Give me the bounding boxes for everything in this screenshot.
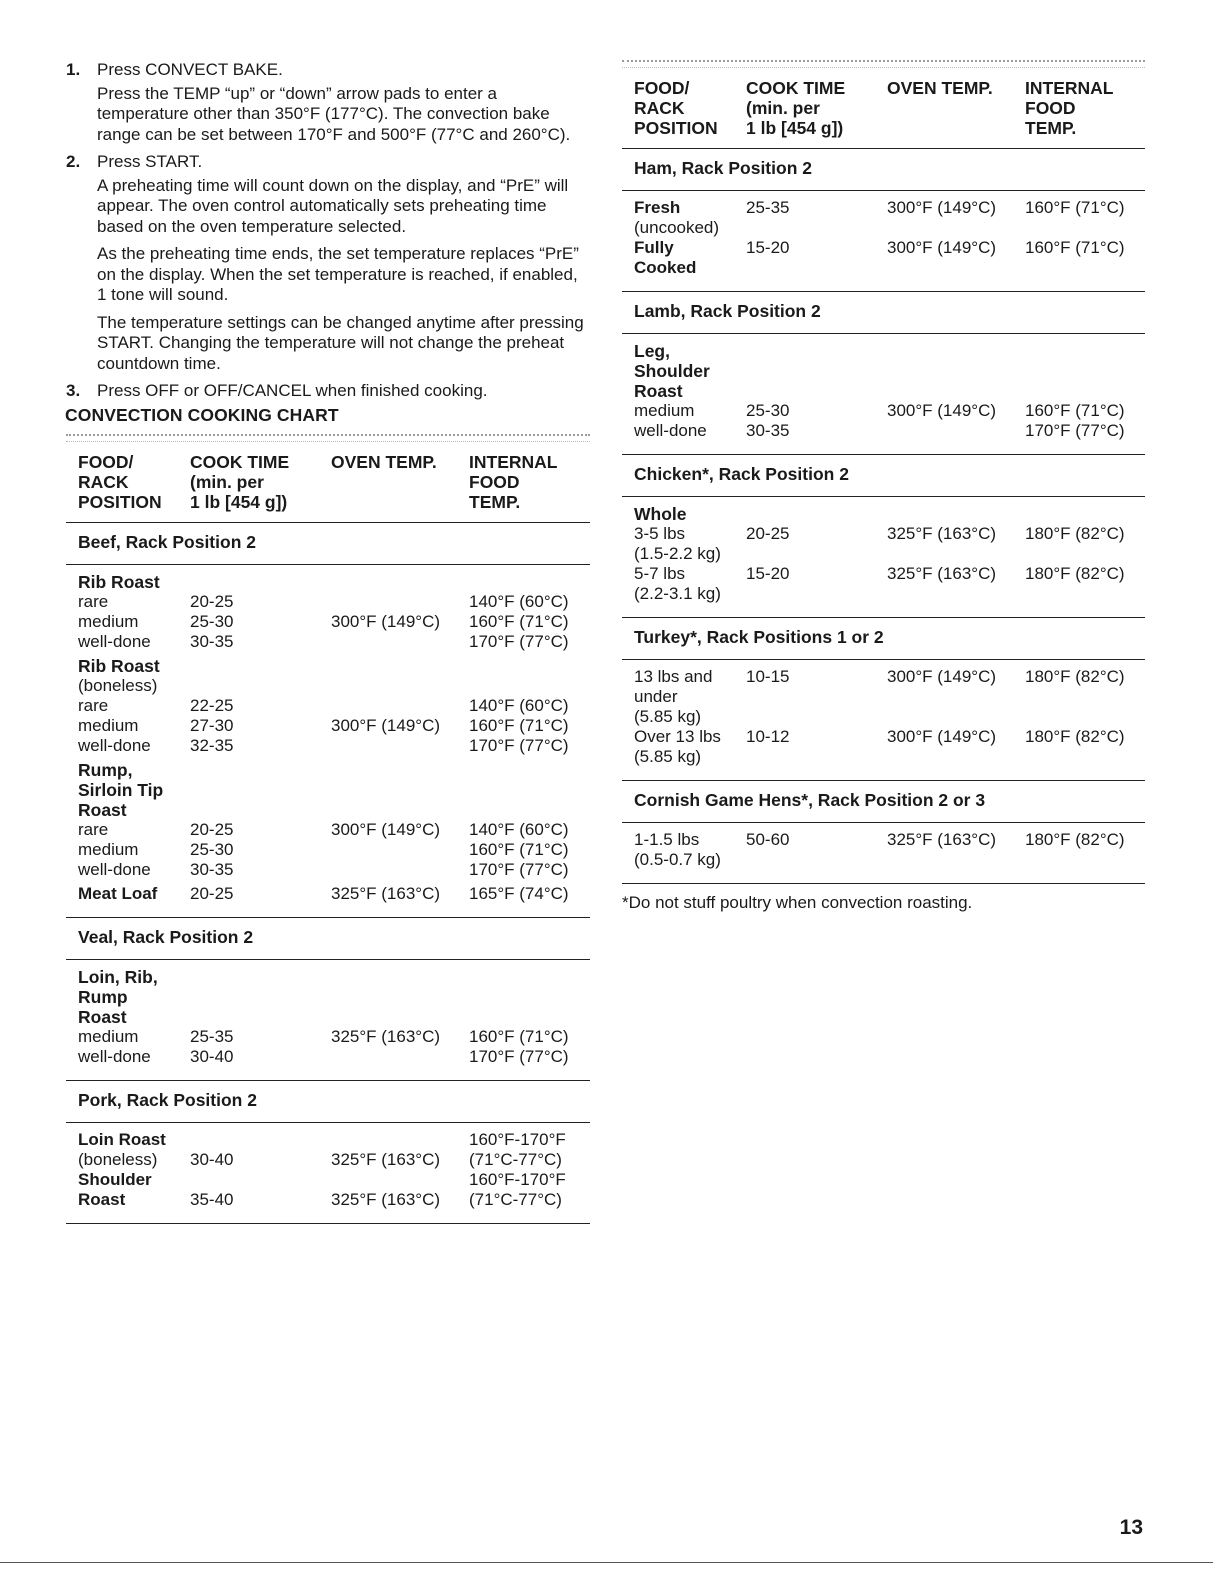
- table-cell: Roast: [78, 1189, 126, 1209]
- table-row: [634, 198, 1145, 218]
- table-row: [78, 860, 590, 880]
- table-cell: 160°F (71°C): [469, 839, 569, 859]
- table-row: [78, 820, 590, 840]
- table-row: [78, 1150, 590, 1170]
- food-item: [634, 198, 1145, 278]
- header-food: FOOD/ RACK POSITION: [634, 78, 718, 138]
- step-text: As the preheating time ends, the set temperature replaces “PrE” on the display. When the set temperature is reached, if enabled, 1 tone will sound.: [97, 244, 579, 304]
- table-cell: 15-20: [746, 238, 790, 257]
- header-cook-time: COOK TIME (min. per 1 lb [454 g]): [190, 451, 290, 512]
- table-cell: 170°F (77°C): [469, 735, 569, 755]
- table-cell: well-done: [78, 859, 151, 879]
- table-cell: 20-25: [190, 883, 234, 903]
- table-cell: 170°F (77°C): [1025, 421, 1125, 440]
- table-cell: 300°F (149°C): [887, 238, 997, 257]
- table-cell: 160°F (71°C): [1025, 238, 1125, 257]
- table-cell: 3-5 lbs (1.5-2.2 kg): [634, 524, 721, 563]
- section-title: Chicken*, Rack Position 2: [622, 455, 1145, 497]
- table-cell: [1025, 258, 1145, 278]
- section-body: [622, 191, 1145, 292]
- section-body: [622, 497, 1145, 618]
- table-cell: [190, 676, 331, 696]
- table-cell: 325°F (163°C): [331, 1026, 441, 1046]
- table-cell: 20-25: [190, 591, 234, 611]
- table-row: [634, 218, 1145, 238]
- table-cell: [331, 592, 469, 612]
- table-cell: 50-60: [746, 830, 790, 849]
- food-item: [78, 1130, 590, 1210]
- header-internal-temp: INTERNAL FOOD TEMP.: [469, 451, 558, 512]
- step-number: 1.: [66, 60, 81, 79]
- food-item: [634, 667, 1145, 767]
- chart-title: CONVECTION COOKING CHART: [65, 404, 339, 425]
- table-cell: [331, 736, 469, 756]
- table-cell: 160°F (71°C): [469, 1026, 569, 1046]
- table-cell: 180°F (82°C): [1025, 524, 1125, 543]
- table-cell: 20-25: [190, 819, 234, 839]
- table-cell: [331, 1130, 469, 1150]
- table-cell: 30-40: [190, 1149, 234, 1169]
- table-cell: (boneless): [78, 675, 158, 695]
- food-name: Rib Roast: [78, 571, 160, 592]
- table-cell: [746, 258, 887, 278]
- table-cell: 160°F (71°C): [1025, 198, 1125, 217]
- step-number: 3.: [66, 381, 81, 400]
- table-cell: 1-1.5 lbs (0.5-0.7 kg): [634, 830, 721, 869]
- step-item: [66, 60, 590, 145]
- table-row: [78, 840, 590, 860]
- food-name: Rump, Sirloin Tip Roast: [78, 759, 164, 820]
- table-cell: rare: [78, 819, 109, 839]
- table-cell: Fully: [634, 238, 674, 257]
- table-row: [78, 696, 590, 716]
- section-title: Veal, Rack Position 2: [66, 918, 590, 960]
- table-row: [634, 258, 1145, 278]
- table-cell: (boneless): [78, 1149, 158, 1169]
- table-cell: 300°F (149°C): [887, 198, 997, 217]
- food-item: [634, 504, 1145, 604]
- table-row: [634, 564, 1145, 604]
- table-row: [634, 421, 1145, 441]
- table-row: [78, 612, 590, 632]
- food-item: [78, 760, 590, 880]
- table-cell: medium: [634, 401, 695, 420]
- table-cell: 15-20: [746, 564, 790, 583]
- table-cell: well-done: [78, 631, 151, 651]
- table-row: [78, 1170, 590, 1190]
- table-row: [78, 1047, 590, 1067]
- table-cell: 32-35: [190, 735, 234, 755]
- step-text: Press CONVECT BAKE.: [97, 60, 283, 79]
- table-cell: [887, 218, 1025, 238]
- food-item: [78, 572, 590, 652]
- section-title: Beef, Rack Position 2: [66, 523, 590, 565]
- table-cell: rare: [78, 695, 109, 715]
- food-item: [634, 341, 1145, 441]
- step-text: Press START.: [97, 152, 203, 171]
- food-item: [78, 967, 590, 1067]
- section-body: [622, 660, 1145, 781]
- table-cell: 160°F (71°C): [469, 611, 569, 631]
- table-cell: 13 lbs and under (5.85 kg): [634, 667, 713, 726]
- table-cell: 140°F (60°C): [469, 695, 569, 715]
- table-row: [78, 1027, 590, 1047]
- table-cell: [190, 1130, 331, 1150]
- step-text: The temperature settings can be changed anytime after pressing START. Changing the temperature will not change the preheat countdown time.: [97, 312, 584, 373]
- table-header-left: [66, 452, 590, 523]
- table-cell: [331, 676, 469, 696]
- table-cell: 300°F (149°C): [331, 819, 441, 839]
- table-cell: 325°F (163°C): [887, 564, 997, 583]
- food-item: [634, 830, 1145, 870]
- table-row: [634, 830, 1145, 870]
- table-row: [78, 676, 590, 696]
- table-row: [634, 401, 1145, 421]
- table-cell: 180°F (82°C): [1025, 667, 1125, 686]
- right-column: [622, 60, 1145, 913]
- instruction-steps: [66, 60, 590, 402]
- table-cell: medium: [78, 1026, 139, 1046]
- table-cell: (71°C-77°C): [469, 1189, 562, 1209]
- section-body: [622, 823, 1145, 884]
- table-cell: (71°C-77°C): [469, 1149, 562, 1169]
- page-bottom-rule: [0, 1562, 1213, 1563]
- table-row: [78, 716, 590, 736]
- table-cell: 325°F (163°C): [331, 1189, 441, 1209]
- table-cell: 160°F (71°C): [1025, 401, 1125, 420]
- table-cell: Shoulder: [78, 1169, 152, 1189]
- table-cell: well-done: [634, 421, 707, 440]
- header-oven-temp: OVEN TEMP.: [331, 451, 437, 472]
- table-cell: 35-40: [190, 1189, 234, 1209]
- step-item: [66, 152, 590, 374]
- table-row: [634, 667, 1145, 727]
- table-cell: 25-30: [746, 401, 790, 420]
- table-cell: medium: [78, 839, 139, 859]
- section-title: Turkey*, Rack Positions 1 or 2: [622, 618, 1145, 660]
- table-cell: 170°F (77°C): [469, 859, 569, 879]
- food-item: [78, 884, 590, 904]
- dotted-rule: [622, 60, 1145, 68]
- table-cell: 170°F (77°C): [469, 1046, 569, 1066]
- table-cell: [331, 696, 469, 716]
- food-name: Whole: [634, 504, 687, 524]
- table-cell: [331, 860, 469, 880]
- table-cell: 25-30: [190, 611, 234, 631]
- step-item: [66, 381, 590, 402]
- table-row: [634, 524, 1145, 564]
- table-cell: 30-35: [746, 421, 790, 440]
- table-cell: [331, 632, 469, 652]
- section-title: Lamb, Rack Position 2: [622, 292, 1145, 334]
- table-cell: 325°F (163°C): [887, 830, 997, 849]
- page-number: 13: [1119, 1516, 1143, 1539]
- header-oven-temp: OVEN TEMP.: [887, 78, 993, 98]
- food-name: Rib Roast: [78, 655, 160, 676]
- table-cell: medium: [78, 715, 139, 735]
- table-cell: [887, 258, 1025, 278]
- table-cell: 27-30: [190, 715, 234, 735]
- table-cell: [1025, 218, 1145, 238]
- table-cell: 10-15: [746, 667, 790, 686]
- table-cell: Loin Roast: [78, 1129, 166, 1149]
- table-row: [78, 592, 590, 612]
- table-cell: 180°F (82°C): [1025, 830, 1125, 849]
- left-table-body: [66, 523, 590, 1224]
- table-cell: 300°F (149°C): [331, 715, 441, 735]
- table-cell: 325°F (163°C): [331, 883, 441, 903]
- step-number: 2.: [66, 152, 81, 171]
- table-cell: 180°F (82°C): [1025, 564, 1125, 583]
- table-cell: 140°F (60°C): [469, 819, 569, 839]
- section-body: [66, 960, 590, 1081]
- table-cell: 325°F (163°C): [887, 524, 997, 543]
- table-cell: well-done: [78, 1046, 151, 1066]
- table-cell: Over 13 lbs (5.85 kg): [634, 727, 721, 766]
- table-cell: [331, 1047, 469, 1067]
- table-cell: 25-35: [746, 198, 790, 217]
- table-row: [634, 238, 1145, 258]
- dotted-rule: [66, 434, 590, 442]
- table-cell: [746, 218, 887, 238]
- table-cell: 30-35: [190, 631, 234, 651]
- step-text: Press OFF or OFF/CANCEL when finished cooking.: [97, 381, 488, 400]
- table-row: [78, 1190, 590, 1210]
- table-row: [634, 727, 1145, 767]
- table-cell: Fresh: [634, 198, 681, 217]
- table-cell: [469, 676, 590, 696]
- table-cell: Cooked: [634, 258, 697, 277]
- table-cell: 30-35: [190, 859, 234, 879]
- table-cell: 22-25: [190, 695, 234, 715]
- section-title: Ham, Rack Position 2: [622, 149, 1145, 191]
- step-text: Press the TEMP “up” or “down” arrow pads to enter a temperature other than 350°F (177°C). The convection bake range can be set between 170°F and 500°F (77°C and 260°C).: [97, 83, 571, 144]
- food-name: Loin, Rib, Rump Roast: [78, 966, 158, 1027]
- table-cell: rare: [78, 591, 109, 611]
- section-body: [66, 565, 590, 918]
- table-cell: 325°F (163°C): [331, 1149, 441, 1169]
- table-row: [78, 1130, 590, 1150]
- table-row: [78, 632, 590, 652]
- table-cell: [190, 1170, 331, 1190]
- table-row: [78, 884, 590, 904]
- header-food: FOOD/ RACK POSITION: [78, 451, 162, 512]
- step-text: A preheating time will count down on the display, and “PrE” will appear. The oven control automatically sets preheating time based on the oven temperature selected.: [97, 175, 569, 236]
- section-body: [622, 334, 1145, 455]
- section-title: Pork, Rack Position 2: [66, 1081, 590, 1123]
- table-cell: 160°F-170°F: [469, 1129, 566, 1149]
- food-name: Leg, Shoulder Roast: [634, 341, 710, 401]
- table-cell: [887, 421, 1025, 441]
- table-cell: 20-25: [746, 524, 790, 543]
- table-cell: 300°F (149°C): [887, 727, 997, 746]
- table-cell: 10-12: [746, 727, 790, 746]
- left-column: [66, 60, 590, 1224]
- footnote: *Do not stuff poultry when convection roasting.: [622, 893, 973, 912]
- table-cell: 140°F (60°C): [469, 591, 569, 611]
- table-cell: [331, 1170, 469, 1190]
- table-cell: Meat Loaf: [78, 883, 158, 903]
- table-cell: 25-30: [190, 839, 234, 859]
- table-cell: 30-40: [190, 1046, 234, 1066]
- section-body: [66, 1123, 590, 1224]
- table-cell: 160°F-170°F: [469, 1169, 566, 1189]
- table-cell: 165°F (74°C): [469, 883, 569, 903]
- table-cell: medium: [78, 611, 139, 631]
- table-cell: 300°F (149°C): [331, 611, 441, 631]
- table-cell: 300°F (149°C): [887, 401, 997, 420]
- table-cell: 300°F (149°C): [887, 667, 997, 686]
- table-cell: 160°F (71°C): [469, 715, 569, 735]
- table-header-right: [622, 78, 1145, 149]
- table-row: [78, 736, 590, 756]
- table-cell: 5-7 lbs (2.2-3.1 kg): [634, 564, 721, 603]
- table-cell: 180°F (82°C): [1025, 727, 1125, 746]
- table-cell: [331, 840, 469, 860]
- table-cell: (uncooked): [634, 218, 720, 237]
- header-internal-temp: INTERNAL FOOD TEMP.: [1025, 78, 1114, 138]
- header-cook-time: COOK TIME (min. per 1 lb [454 g]): [746, 78, 846, 138]
- table-cell: 25-35: [190, 1026, 234, 1046]
- section-title: Cornish Game Hens*, Rack Position 2 or 3: [622, 781, 1145, 823]
- food-item: [78, 656, 590, 756]
- table-cell: 170°F (77°C): [469, 631, 569, 651]
- table-cell: well-done: [78, 735, 151, 755]
- right-table-body: [622, 149, 1145, 884]
